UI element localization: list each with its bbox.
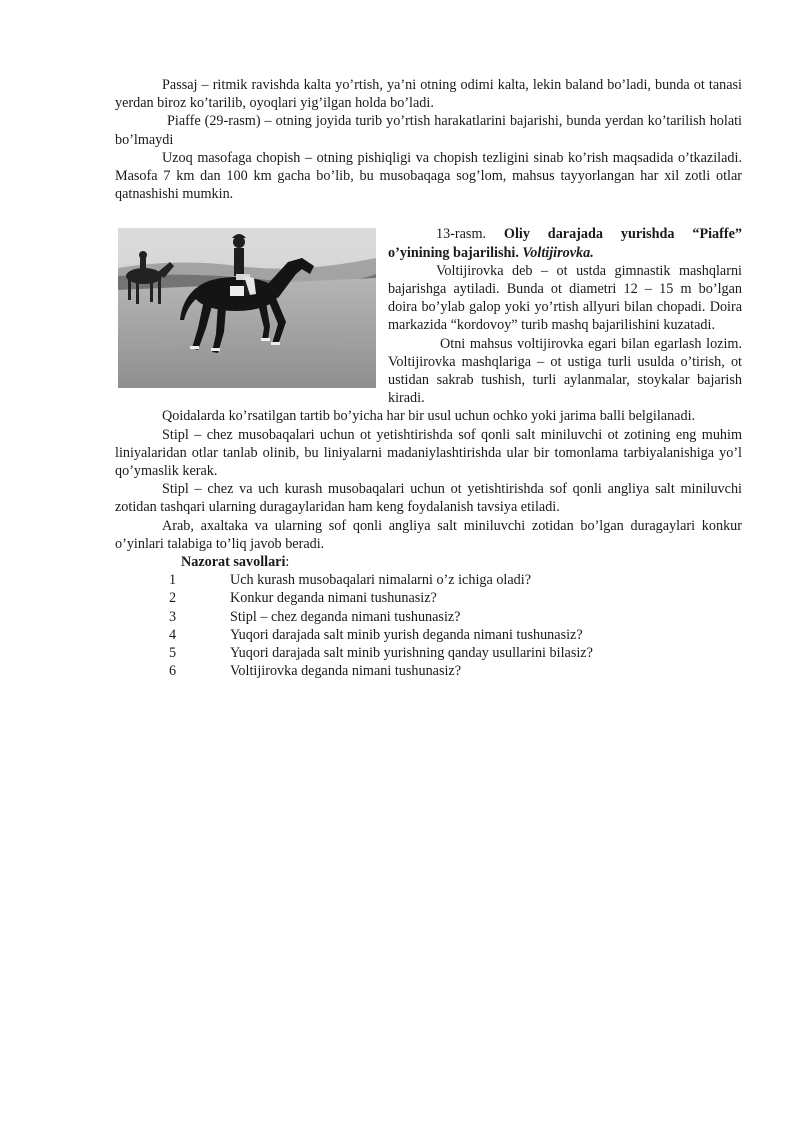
list-item: 5 Yuqori darajada salt minib yurishning qanday usullarini bilasiz? bbox=[169, 645, 593, 662]
paragraph-long-distance: Uzoq masofaga chopish – otning pishiqligi va chopish tezligini sinab ko’rish maqsadida o’tkaziladi. Masofa 7 km dan 100 km gacha bo’lib, bu musobaqaga sog’lom, mahsus tayyorlangan har xil zotli otlar qatnashishi mumkin. bbox=[115, 149, 742, 203]
document-page bbox=[115, 76, 742, 680]
paragraph-piaffe: Piaffe (29-rasm) – otning joyida turib yo’rtish harakatlarini bajarishi, bunda yerdan ko’tarilish holati bo’lmaydi bbox=[115, 113, 742, 148]
paragraph-steeplechase-1: Stipl – chez musobaqalari uchun ot yetishtirishda sof qonli salt miniluvchi ot zotining eng muhim liniyalaridan otlar tanlab olinib, bu liniyalarni madaniylashtirishda ular bir tomonlama tarbiyalanishiga yo’l qo’ymaslik kerak. bbox=[115, 426, 742, 480]
paragraph-scoring: Qoidalarda ko’rsatilgan tartib bo’yicha har bir usul uchun ochko yoki jarima balli belgilanadi. bbox=[162, 408, 696, 425]
figure-caption-subtitle: Voltijirovka. bbox=[522, 244, 594, 261]
list-item: 2 Konkur deganda nimani tushunasiz? bbox=[169, 590, 437, 607]
figure-caption-title: Oliy darajada yurishda “Piaffe” o’yinining bajarilishi. bbox=[388, 226, 742, 261]
list-item: 4 Yuqori darajada salt minib yurish deganda nimani tushunasiz? bbox=[169, 626, 583, 643]
paragraph-arab-breeds: Arab, axaltaka va ularning sof qonli angliya salt miniluvchi zotidan bo’lgan duragaylari konkur o’yinlari talabiga to’liq javob beradi. bbox=[115, 517, 742, 552]
paragraph-passaj: Passaj – ritmik ravishda kalta yo’rtish, ya’ni otning odimi kalta, lekin baland bo’ladi, bunda ot tanasi yerdan biroz ko’tarilib, oyoqlari yig’ilgan holda bo’ladi. bbox=[115, 77, 742, 112]
figure-number: 13-rasm bbox=[436, 226, 483, 243]
questions-list bbox=[115, 571, 742, 680]
paragraph-saddling: Otni mahsus voltijirovka egari bilan egarlash lozim. Voltijirovka mashqlariga – ot ustiga turli usulda o’tirish, ot ustidan sakrab tushish, turli aylanmalar, stoykalar bajarish kiradi. bbox=[388, 335, 742, 407]
paragraph-voltijirovka: Voltijirovka deb – ot ustda gimnastik mashqlarni bajarishga aytiladi. Bunda ot diametri 12 – 15 m bo’lgan doira bo’ylab galop yoki yo’rtish allyuri bilan chopadi. Doira markazida “kordovoy” turib mashq bajarilishini kuzatadi. bbox=[388, 262, 742, 334]
list-item: 1 Uch kurash musobaqalari nimalarni o’z ichiga oladi? bbox=[169, 572, 531, 589]
figure-block bbox=[115, 225, 742, 407]
list-item: 6 Voltijirovka deganda nimani tushunasiz? bbox=[169, 663, 462, 680]
questions-heading: Nazorat savollari: bbox=[181, 554, 290, 571]
figure-caption: 13-rasm. Oliy darajada yurishda “Piaffe” o’yinining bajarilishi. Voltijirovka. bbox=[388, 226, 742, 261]
paragraph-steeplechase-2: Stipl – chez va uch kurash musobaqalari uchun ot yetishtirishda sof qonli angliya salt miniluvchi zotidan tashqari ularning duragaylaridan ham keng foydalanish tavsiya etiladi. bbox=[115, 481, 742, 516]
horse-piaffe-photo bbox=[118, 228, 376, 388]
list-item: 3 Stipl – chez deganda nimani tushunasiz? bbox=[169, 608, 461, 625]
